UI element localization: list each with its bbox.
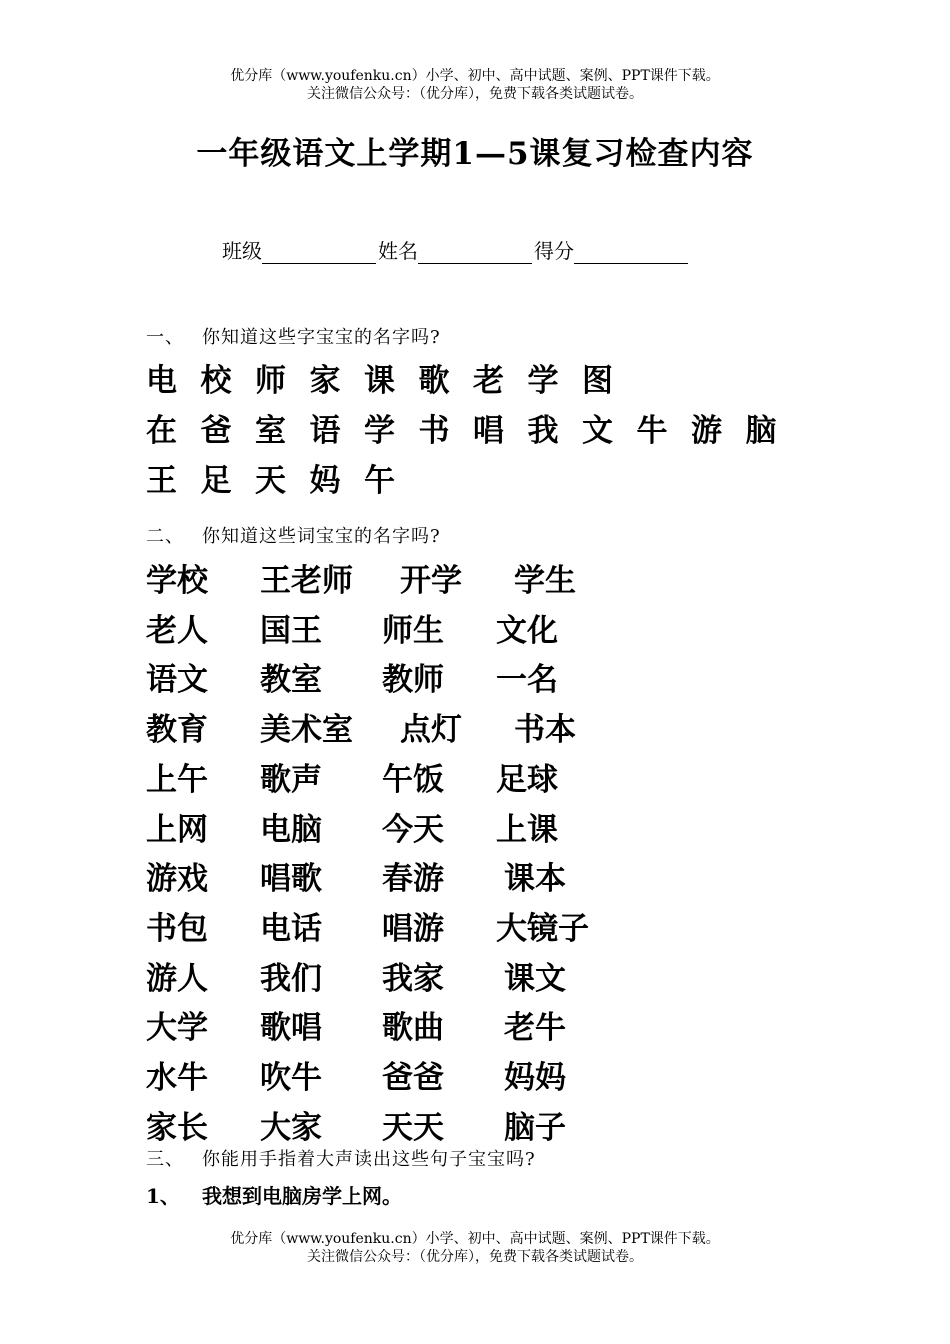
word-item: 教育 xyxy=(146,712,208,749)
class-blank[interactable] xyxy=(262,241,376,264)
character-item: 游 xyxy=(691,413,722,449)
word-item: 老人 xyxy=(146,612,208,649)
character-item: 学 xyxy=(527,363,559,399)
word-item: 午饭 xyxy=(382,761,444,798)
word-item: 美术室 xyxy=(260,712,353,749)
word-item: 今天 xyxy=(382,811,444,848)
footer-line-2: 关注微信公众号：（优分库），免费下载各类试题试卷。 xyxy=(307,1249,643,1265)
word-item: 学校 xyxy=(146,563,208,599)
word-item: 课文 xyxy=(504,960,566,997)
word-item: 游戏 xyxy=(146,861,208,898)
word-item: 上午 xyxy=(146,761,208,798)
word-item: 妈妈 xyxy=(504,1060,566,1096)
word-item: 水牛 xyxy=(146,1060,208,1096)
character-row xyxy=(146,405,800,450)
character-item: 歌 xyxy=(418,363,450,399)
section-2-heading xyxy=(146,522,441,548)
character-item: 书 xyxy=(418,413,450,449)
word-item: 开学 xyxy=(400,563,462,599)
word-item: 书包 xyxy=(146,910,208,947)
character-item: 家 xyxy=(309,363,341,399)
page-header xyxy=(0,67,950,103)
word-item: 课本 xyxy=(504,861,566,898)
word-item: 上课 xyxy=(496,811,558,848)
word-item: 歌声 xyxy=(260,761,322,798)
word-item: 歌唱 xyxy=(260,1010,322,1047)
page-footer xyxy=(0,1230,950,1266)
section-3-heading xyxy=(146,1145,536,1171)
word-item: 教师 xyxy=(382,662,444,699)
word-item: 歌曲 xyxy=(382,1010,444,1047)
character-row xyxy=(146,355,637,400)
character-item: 电 xyxy=(146,363,177,399)
class-label: 班级 xyxy=(222,239,262,263)
character-item: 足 xyxy=(200,463,232,499)
section-2-prompt: 你知道这些词宝宝的名字吗? xyxy=(202,526,441,547)
character-item: 午 xyxy=(364,463,395,499)
word-item: 师生 xyxy=(382,612,444,649)
word-item: 文化 xyxy=(496,612,558,649)
section-3-prompt: 你能用手指着大声读出这些句子宝宝吗? xyxy=(202,1149,536,1170)
character-item: 爸 xyxy=(200,413,232,449)
character-item: 脑 xyxy=(745,413,777,449)
header-line-2: 关注微信公众号：（优分库），免费下载各类试题试卷。 xyxy=(307,86,643,102)
word-item: 学生 xyxy=(514,563,576,599)
character-row xyxy=(146,455,419,500)
word-item: 我家 xyxy=(382,960,444,997)
word-item: 老牛 xyxy=(504,1010,566,1047)
section-3-number: 三、 xyxy=(146,1149,184,1170)
word-item: 春游 xyxy=(382,861,444,898)
word-item: 大学 xyxy=(146,1010,208,1047)
character-item: 校 xyxy=(200,363,232,399)
word-item: 书本 xyxy=(514,712,576,749)
header-line-1: 优分库（www.youfenku.cn）小学、初中、高中试题、案例、PPT课件下载。 xyxy=(230,68,720,84)
sentence-number: 1、 xyxy=(146,1184,180,1208)
character-item: 语 xyxy=(309,413,341,449)
sentence-text: 我想到电脑房学上网。 xyxy=(202,1184,402,1208)
word-item: 王老师 xyxy=(260,563,353,599)
section-1-number: 一、 xyxy=(146,327,184,348)
character-item: 文 xyxy=(582,413,613,449)
character-item: 在 xyxy=(146,413,177,449)
word-item: 唱游 xyxy=(382,910,444,947)
character-item: 我 xyxy=(527,413,559,449)
name-label: 姓名 xyxy=(378,239,418,263)
character-item: 图 xyxy=(582,363,613,399)
section-2-number: 二、 xyxy=(146,526,184,547)
word-item: 电话 xyxy=(260,910,322,947)
character-item: 老 xyxy=(473,363,504,399)
word-item: 电脑 xyxy=(260,811,322,848)
word-item: 天天 xyxy=(382,1109,444,1146)
word-item: 国王 xyxy=(260,612,322,649)
character-item: 学 xyxy=(364,413,395,449)
word-item: 一名 xyxy=(496,662,558,699)
word-item: 足球 xyxy=(496,761,558,798)
word-item: 游人 xyxy=(146,960,208,997)
character-item: 天 xyxy=(255,463,286,499)
name-blank[interactable] xyxy=(418,241,532,264)
word-item: 教室 xyxy=(260,662,322,699)
character-item: 课 xyxy=(364,363,395,399)
score-label: 得分 xyxy=(534,239,574,263)
word-item: 我们 xyxy=(260,960,322,997)
footer-line-1: 优分库（www.youfenku.cn）小学、初中、高中试题、案例、PPT课件下载。 xyxy=(230,1231,720,1247)
word-item: 吹牛 xyxy=(260,1060,322,1096)
character-item: 妈 xyxy=(309,463,341,499)
word-item: 语文 xyxy=(146,662,208,699)
word-item: 家长 xyxy=(146,1109,208,1146)
section-1-heading xyxy=(146,323,441,349)
word-item: 唱歌 xyxy=(260,861,322,898)
character-item: 王 xyxy=(146,463,177,499)
document-title: 一年级语文上学期1—5课复习检查内容 xyxy=(196,136,754,172)
word-item: 脑子 xyxy=(504,1109,566,1146)
character-item: 师 xyxy=(255,363,286,399)
character-item: 牛 xyxy=(636,413,668,449)
character-item: 唱 xyxy=(473,413,504,449)
word-item: 大镜子 xyxy=(496,910,589,947)
word-item: 爸爸 xyxy=(382,1060,444,1096)
sentence-1 xyxy=(146,1180,402,1209)
section-1-prompt: 你知道这些字宝宝的名字吗? xyxy=(202,327,441,348)
word-item: 大家 xyxy=(260,1109,322,1146)
score-blank[interactable] xyxy=(574,241,688,264)
word-item: 点灯 xyxy=(400,712,462,749)
word-item: 上网 xyxy=(146,811,208,848)
character-item: 室 xyxy=(255,413,286,449)
student-info-line xyxy=(222,235,690,264)
